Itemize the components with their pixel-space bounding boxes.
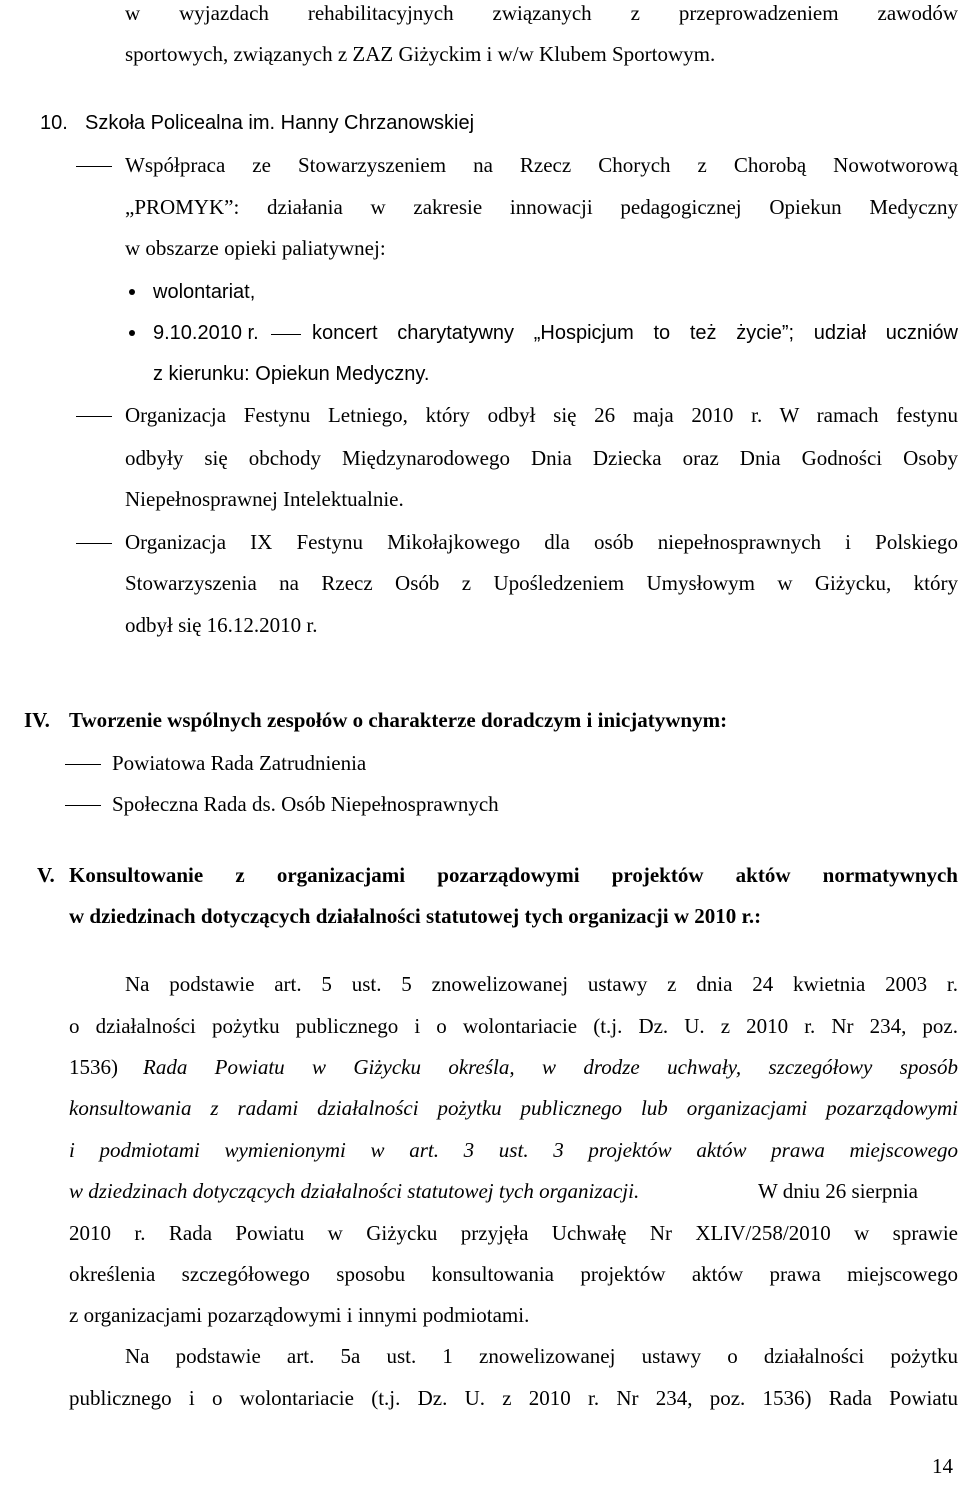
text-line-italic: i podmiotami wymienionymi w art. 3 ust. 3 projektów aktów prawa miejscowego [69, 1138, 958, 1162]
text-line: Organizacja IX Festynu Mikołajkowego dla osób niepełnosprawnych i Polskiego [125, 530, 958, 554]
text-line: w wyjazdach rehabilitacyjnych związanych z przeprowadzeniem zawodów [125, 1, 958, 25]
text-line-italic: Rada Powiatu w Giżycku określa, w drodze uchwały, szczegółowy sposób [143, 1055, 958, 1079]
section-heading: w dziedzinach dotyczących działalności statutowej tych organizacji w 2010 r.: [69, 904, 762, 928]
item-number: 10. [40, 112, 68, 134]
section-heading: Tworzenie wspólnych zespołów o charakterze doradczym i inicjatywnym: [69, 708, 728, 732]
page-number: 14 [932, 1454, 953, 1478]
dash-bullet [65, 764, 101, 765]
section-number: V. [37, 863, 55, 887]
list-item: Powiatowa Rada Zatrudnienia [112, 751, 367, 775]
text-line: odbył się 16.12.2010 r. [125, 613, 318, 637]
text-line: publicznego i o wolontariacie (t.j. Dz. U. z 2010 r. Nr 234, poz. 1536) Rada Powiatu [69, 1386, 958, 1410]
list-item: Społeczna Rada ds. Osób Niepełnosprawnych [112, 792, 499, 816]
text-line: Niepełnosprawnej Intelektualnie. [125, 487, 404, 511]
list-item: wolontariat, [153, 281, 256, 303]
text-line: z kierunku: Opiekun Medyczny. [153, 363, 430, 385]
dash-separator [271, 334, 301, 335]
dash-bullet [76, 416, 112, 417]
text-line-italic: konsultowania z radami działalności pożytku publicznego lub organizacjami pozarządowymi [69, 1096, 958, 1120]
text-line: w obszarze opieki paliatywnej: [125, 236, 386, 260]
bullet-dot [129, 289, 135, 295]
text-line: z organizacjami pozarządowymi i innymi podmiotami. [69, 1303, 530, 1327]
text-line: odbyły się obchody Międzynarodowego Dnia Dziecka oraz Dnia Godności Osoby [125, 446, 958, 470]
text-line: o działalności pożytku publicznego i o wolontariacie (t.j. Dz. U. z 2010 r. Nr 234, poz. [69, 1014, 958, 1038]
dash-bullet [65, 805, 101, 806]
text-line: określenia szczegółowego sposobu konsultowania projektów aktów prawa miejscowego [69, 1262, 958, 1286]
bullet-dot [129, 330, 135, 336]
text-line: 1536) [69, 1055, 118, 1079]
item-heading: Szkoła Policealna im. Hanny Chrzanowskiej [85, 112, 475, 134]
text-line: sportowych, związanych z ZAZ Giżyckim i w/w Klubem Sportowym. [125, 42, 716, 66]
text-line: Współpraca ze Stowarzyszeniem na Rzecz Chorych z Chorobą Nowotworową [125, 153, 958, 177]
text-line: Stowarzyszenia na Rzecz Osób z Upośledzeniem Umysłowym w Giżycku, który [125, 571, 958, 595]
text-line: 2010 r. Rada Powiatu w Giżycku przyjęła Uchwałę Nr XLIV/258/2010 w sprawie [69, 1221, 958, 1245]
section-number: IV. [24, 708, 50, 732]
dash-bullet [76, 166, 112, 167]
text-line-italic: w dziedzinach dotyczących działalności statutowej tych organizacji. [69, 1179, 640, 1203]
text-line: Organizacja Festynu Letniego, który odbył się 26 maja 2010 r. W ramach festynu [125, 403, 958, 427]
section-heading: Konsultowanie z organizacjami pozarządowymi projektów aktów normatywnych [69, 863, 958, 887]
text-line: „PROMYK”: działania w zakresie innowacji pedagogicznej Opiekun Medyczny [125, 195, 958, 219]
text-line: Na podstawie art. 5a ust. 1 znowelizowanej ustawy o działalności pożytku [125, 1344, 958, 1368]
list-item-date: 9.10.2010 r. [153, 322, 259, 344]
text-line: Na podstawie art. 5 ust. 5 znowelizowanej ustawy z dnia 24 kwietnia 2003 r. [125, 972, 958, 996]
text-line: W dniu 26 sierpnia [758, 1179, 919, 1203]
list-item: koncert charytatywny „Hospicjum to też życie”; udział uczniów [312, 322, 958, 344]
dash-bullet [76, 543, 112, 544]
